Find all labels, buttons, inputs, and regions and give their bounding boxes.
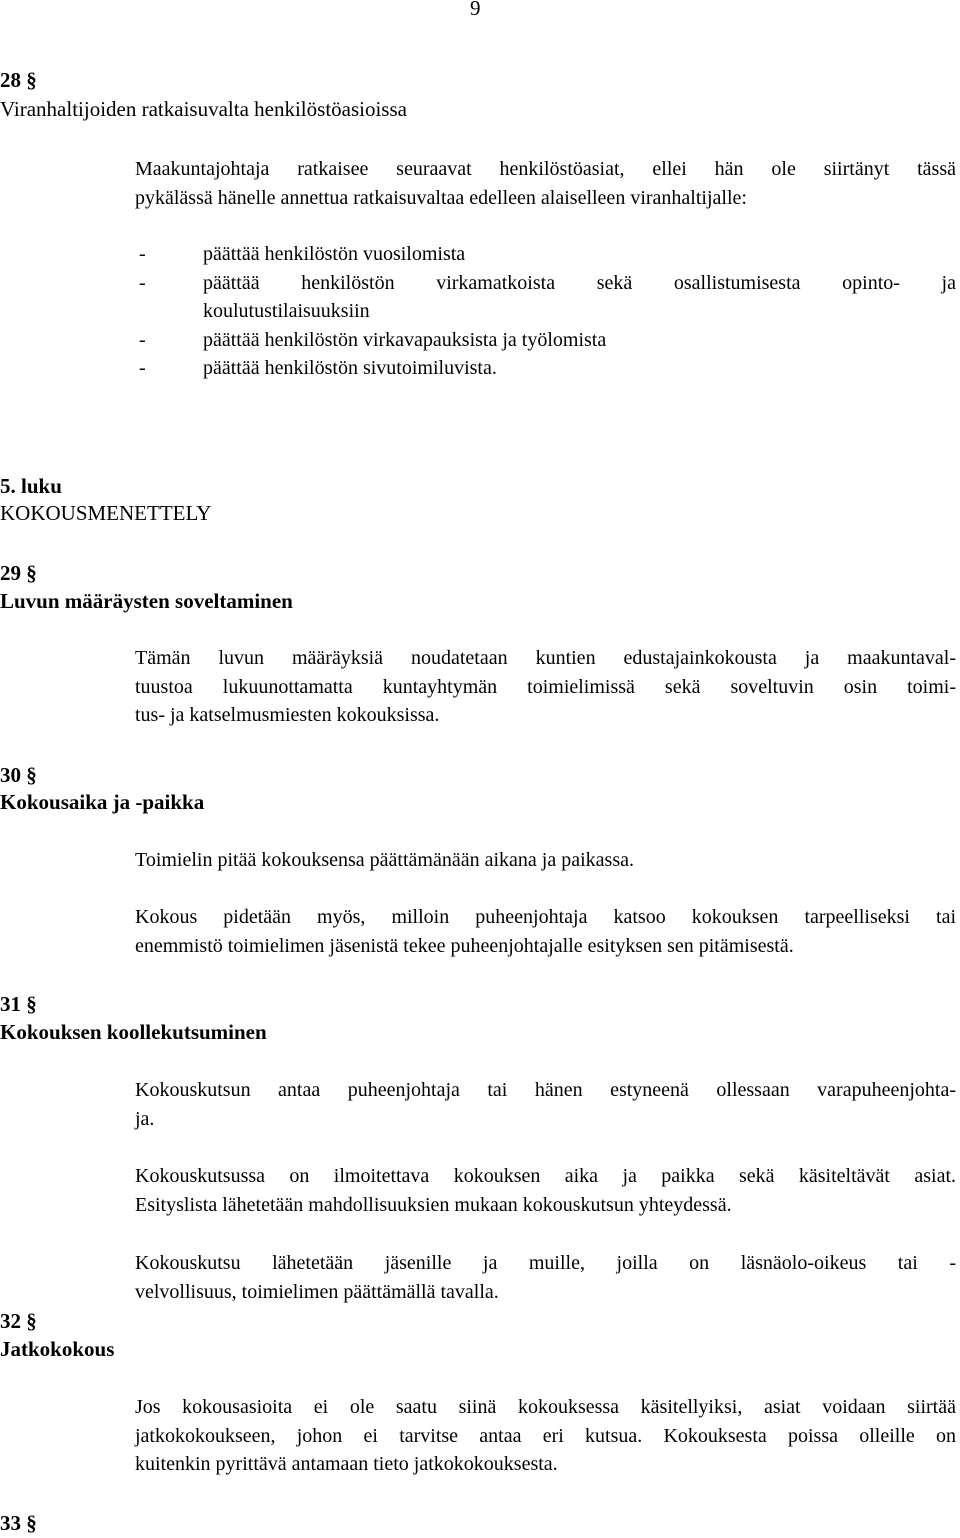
text-line: Jos kokousasioita ei ole saatu siinä kokouksessa käsitellyiksi, asiat voidaan siirtää [135,1396,956,1418]
section-30-paragraph-1 [135,846,956,875]
text-line: Kokouskutsussa on ilmoitettava kokouksen aika ja paikka sekä käsiteltävät asiat. [135,1165,956,1187]
text-line: enemmistö toimielimen jäsenistä tekee puheenjohtajalle esityksen sen pitämisestä. [135,934,794,957]
chapter-number: 5. luku [0,474,62,498]
section-28-title: Viranhaltijoiden ratkaisuvalta henkilöstöasioissa [0,97,407,121]
list-item [135,269,956,326]
section-30-title: Kokousaika ja -paikka [0,790,205,814]
section-33-number: 33 § [0,1511,37,1535]
chapter-title: KOKOUSMENETTELY [0,501,212,525]
list-item [135,326,956,355]
list-dash: - [139,328,146,351]
text-line: Kokouskutsu lähetetään jäsenille ja muille, joilla on läsnäolo-oikeus tai - [135,1252,956,1274]
section-29-number: 29 § [0,561,37,585]
section-32-number: 32 § [0,1309,37,1333]
section-31-paragraph-3 [135,1249,956,1306]
section-29-title: Luvun määräysten soveltaminen [0,589,293,613]
page-number: 9 [470,0,481,20]
section-28-list [135,240,956,383]
text-line: tuustoa lukuunottamatta kuntayhtymän toimielimissä sekä soveltuvin osin toimi- [135,675,956,698]
list-dash: - [139,243,146,265]
list-item-continuation: koulutustilaisuuksiin [203,300,370,323]
section-31-paragraph-1 [135,1076,956,1133]
text-line: tus- ja katselmusmiesten kokouksissa. [135,704,440,727]
list-item-text: päättää henkilöstön sivutoimiluvista. [203,357,497,380]
text-line: jatkokokoukseen, johon ei tarvitse antaa eri kutsua. Kokouksesta poissa olleille on [135,1424,956,1447]
text-line: Tämän luvun määräyksiä noudatetaan kuntien edustajainkokousta ja maakuntaval- [135,647,956,669]
section-31-paragraph-2 [135,1162,956,1219]
list-dash: - [139,357,146,380]
list-item [135,354,956,383]
section-30-number: 30 § [0,763,37,787]
section-28-intro [135,155,956,212]
text-line: Toimielin pitää kokouksensa päättämänään aikana ja paikassa. [135,849,634,871]
section-31-number: 31 § [0,992,37,1016]
text-line: ja. [135,1107,155,1130]
section-32-title: Jatkokokous [0,1337,115,1361]
text-line: kuitenkin pyrittävä antamaan tieto jatkokokouksesta. [135,1453,558,1476]
section-29-body [135,644,956,730]
list-item-text: päättää henkilöstön vuosilomista [203,243,466,265]
list-item [135,240,956,269]
list-item-text: päättää henkilöstön virkavapauksista ja työlomista [203,328,607,351]
section-31-title: Kokouksen koollekutsuminen [0,1020,267,1044]
text-line: Maakuntajohtaja ratkaisee seuraavat henkilöstöasiat, ellei hän ole siirtänyt tässä [135,158,956,180]
text-line: pykälässä hänelle annettua ratkaisuvaltaa edelleen alaiselleen viranhaltijalle: [135,186,747,209]
list-dash: - [139,271,146,294]
list-item-text: päättää henkilöstön virkamatkoista sekä osallistumisesta opinto- ja [203,271,956,294]
text-line: velvollisuus, toimielimen päättämällä tavalla. [135,1280,499,1303]
text-line: Esityslista lähetetään mahdollisuuksien mukaan kokouskutsun yhteydessä. [135,1193,732,1216]
section-32-paragraph-1 [135,1393,956,1479]
section-30-paragraph-2 [135,903,956,960]
text-line: Kokous pidetään myös, milloin puheenjohtaja katsoo kokouksen tarpeelliseksi tai [135,906,956,928]
text-line: Kokouskutsun antaa puheenjohtaja tai hänen estyneenä ollessaan varapuheenjohta- [135,1079,956,1101]
section-28-number: 28 § [0,68,37,92]
